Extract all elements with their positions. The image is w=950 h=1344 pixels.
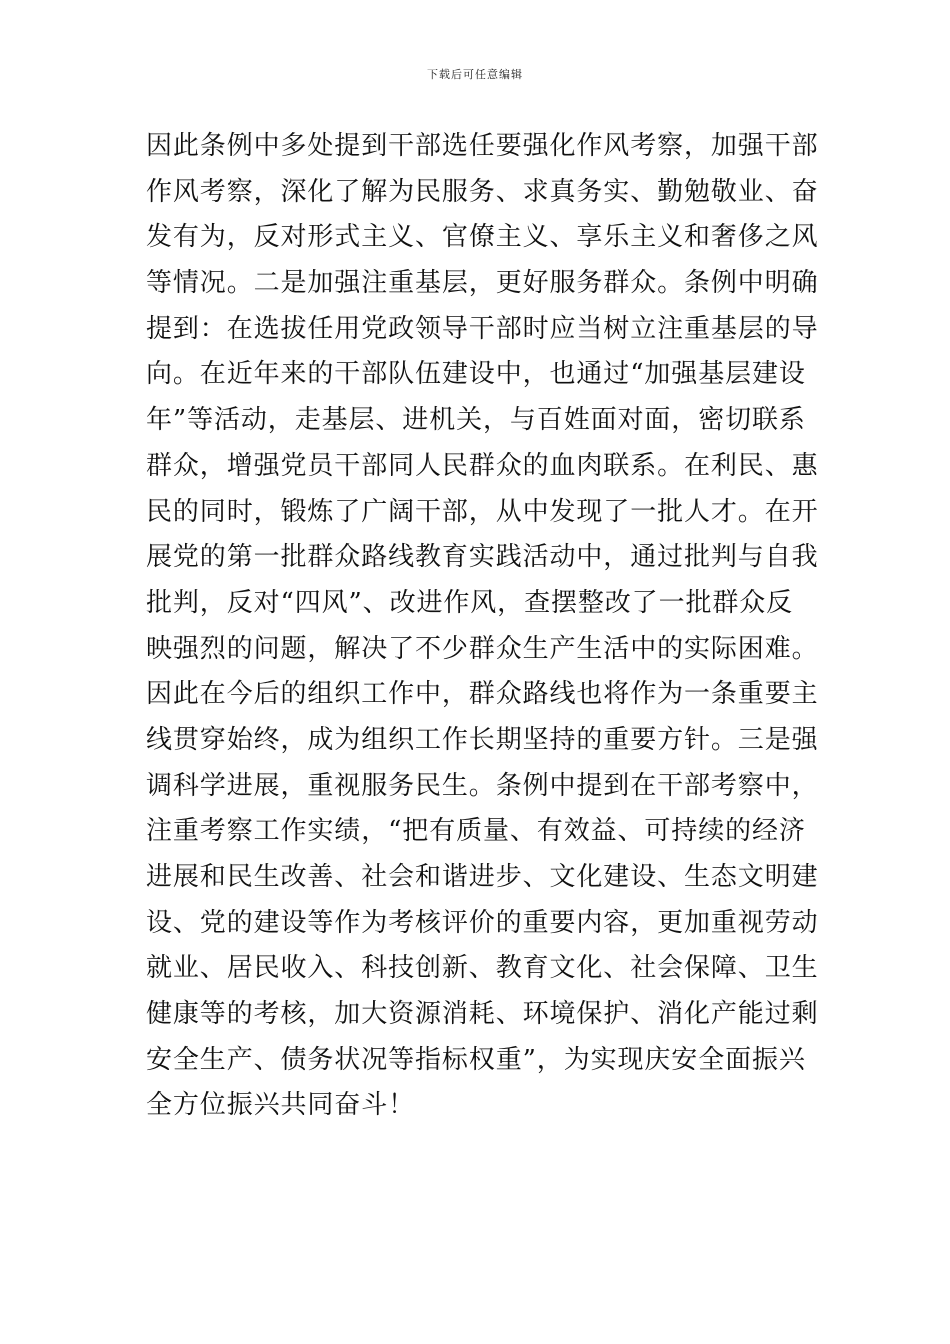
text-line: 展党的第一批群众路线教育实践活动中，通过批判与自我	[146, 542, 819, 573]
text-line: 全方位振兴共同奋斗！	[146, 1090, 416, 1121]
text-line: 因此在今后的组织工作中，群众路线也将作为一条重要主	[146, 679, 819, 710]
text-line: 因此条例中多处提到干部选任要强化作风考察，加强干部	[146, 131, 819, 161]
text-line: 安全生产、债务状况等指标权重”，为实现庆安全面振兴	[146, 1044, 806, 1075]
text-line: 民的同时，锻炼了广阔干部，从中发现了一批人才。在开	[146, 496, 819, 527]
text-line: 线贯穿始终，成为组织工作长期坚持的重要方针。三是强	[146, 724, 819, 755]
text-line: 就业、居民收入、科技创新、教育文化、社会保障、卫生	[146, 953, 819, 984]
text-line: 作风考察，深化了解为民服务、求真务实、勤勉敬业、奋	[146, 176, 819, 207]
text-line: 向。在近年来的干部队伍建设中，也通过“加强基层建设	[146, 359, 806, 390]
text-line: 发有为，反对形式主义、官僚主义、享乐主义和奢侈之风	[146, 222, 819, 253]
text-line: 提到：在选拔任用党政领导干部时应当树立注重基层的导	[146, 313, 819, 344]
text-line: 调科学进展，重视服务民生。条例中提到在干部考察中，	[146, 770, 819, 801]
text-line: 群众，增强党员干部同人民群众的血肉联系。在利民、惠	[146, 450, 819, 481]
body-paragraph	[146, 124, 819, 1129]
text-line: 年”等活动，走基层、进机关，与百姓面对面，密切联系	[146, 405, 806, 436]
text-line: 健康等的考核，加大资源消耗、环境保护、消化产能过剩	[146, 999, 819, 1030]
text-line: 批判，反对“四风”、改进作风，查摆整改了一批群众反	[146, 587, 794, 618]
text-line: 注重考察工作实绩，“把有质量、有效益、可持续的经济	[146, 816, 806, 847]
header-note: 下载后可任意编辑	[427, 68, 523, 81]
text-line: 映强烈的问题，解决了不少群众生产生活中的实际困难。	[146, 633, 819, 664]
text-line: 设、党的建设等作为考核评价的重要内容，更加重视劳动	[146, 907, 819, 938]
text-line: 进展和民生改善、社会和谐进步、文化建设、生态文明建	[146, 862, 819, 892]
text-line: 等情况。二是加强注重基层，更好服务群众。条例中明确	[146, 268, 819, 299]
